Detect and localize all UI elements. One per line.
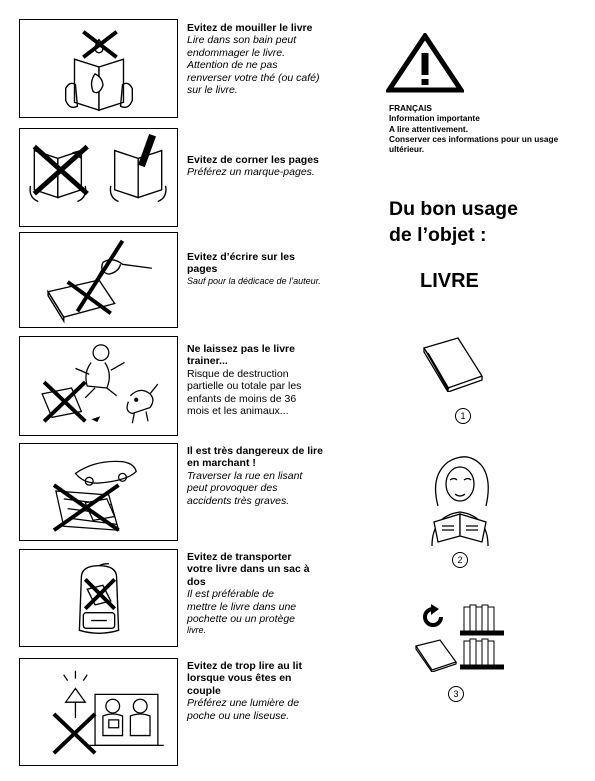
panel-folded-pages: [19, 128, 178, 227]
step-number-3: 3: [448, 686, 464, 702]
writing-illustration: [20, 233, 177, 327]
small-book-illustration: [414, 638, 458, 672]
tip-book-lying: [187, 343, 327, 417]
tip-body-line: renverser votre thé (ou café): [187, 71, 320, 84]
info-language: FRANÇAIS: [389, 103, 432, 113]
warning-triangle-icon: [386, 33, 464, 93]
title-line: Du bon usage: [389, 198, 518, 220]
tip-body-line: Préférez un marque-pages.: [187, 166, 315, 179]
panel-wet-book: [19, 19, 178, 118]
panel-reading-in-bed: [19, 658, 178, 766]
wet-book-illustration: [20, 20, 177, 117]
closed-book-illustration: [420, 336, 486, 392]
book-lying-illustration: [20, 337, 177, 435]
tip-title: Evitez de transporter votre livre dans un sac à dos: [187, 551, 310, 588]
step-number-1: 1: [455, 408, 471, 424]
tip-body-line: Il est préférable de: [187, 588, 274, 601]
rotate-arrow-icon: [420, 604, 446, 630]
tip-title: Il est très dangereux de lire en marchant !: [187, 445, 323, 470]
tip-body-line: peut provoquer des: [187, 482, 278, 495]
tip-note: livre.: [187, 625, 207, 636]
panel-backpack: [19, 549, 178, 647]
tip-body-line: enfants de moins de 36: [187, 392, 297, 405]
object-name: LIVRE: [420, 270, 479, 292]
tip-body-line: sur le livre.: [187, 84, 238, 97]
tip-walking: [187, 445, 327, 507]
tip-title: Ne laissez pas le livre trainer...: [187, 343, 295, 368]
info-line: Conserver ces informations pour un usage ultérieur.: [389, 133, 559, 155]
panel-book-lying: [19, 336, 178, 436]
page-title: [389, 196, 589, 248]
title-line: de l’objet :: [389, 224, 487, 246]
folded-pages-illustration: [20, 129, 177, 226]
tip-body-line: Préférez une lumière de: [187, 697, 300, 710]
info-line: A lire attentivement.: [389, 123, 468, 134]
tip-writing: [187, 251, 327, 287]
tip-body-line: partielle ou totale par les: [187, 380, 302, 393]
tip-backpack: [187, 551, 317, 637]
panel-walking-reading: [19, 443, 178, 541]
tip-body-line: Traverser la rue en lisant: [187, 469, 303, 482]
tip-title: Evitez de corner les pages: [187, 154, 319, 166]
bookshelf-illustration: [460, 603, 504, 671]
walking-reading-illustration: [20, 444, 177, 540]
tip-title: Evitez de mouiller le livre: [187, 22, 313, 34]
tip-body-line: mettre le livre dans une: [187, 600, 297, 613]
tip-body-line: Lire dans son bain peut: [187, 34, 297, 47]
backpack-illustration: [20, 550, 177, 646]
reading-in-bed-illustration: [20, 659, 177, 765]
tip-body-line: pochette ou un protège: [187, 613, 296, 626]
tip-body-line: endommager le livre.: [187, 46, 286, 59]
tip-note: Sauf pour la dédicace de l’auteur.: [187, 275, 321, 286]
info-line: Information importante: [389, 113, 480, 124]
tip-body-line: Risque de destruction: [187, 367, 289, 380]
step-number-2: 2: [452, 552, 468, 568]
tip-wet-book: [187, 22, 357, 96]
tip-title: Evitez de trop lire au lit lorsque vous êtes en couple: [187, 660, 302, 697]
panel-writing: [19, 232, 178, 328]
reading-girl-illustration: [420, 450, 500, 546]
tip-body-line: accidents très graves.: [187, 494, 290, 507]
tip-body-line: poche ou une liseuse.: [187, 709, 290, 722]
tip-folded-pages: [187, 154, 357, 179]
tip-body-line: mois et les animaux...: [187, 405, 289, 418]
tip-body-line: Attention de ne pas: [187, 59, 278, 72]
tip-bed: [187, 660, 317, 722]
important-info: [389, 103, 589, 154]
tip-title: Evitez d’écrire sur les pages: [187, 251, 295, 276]
